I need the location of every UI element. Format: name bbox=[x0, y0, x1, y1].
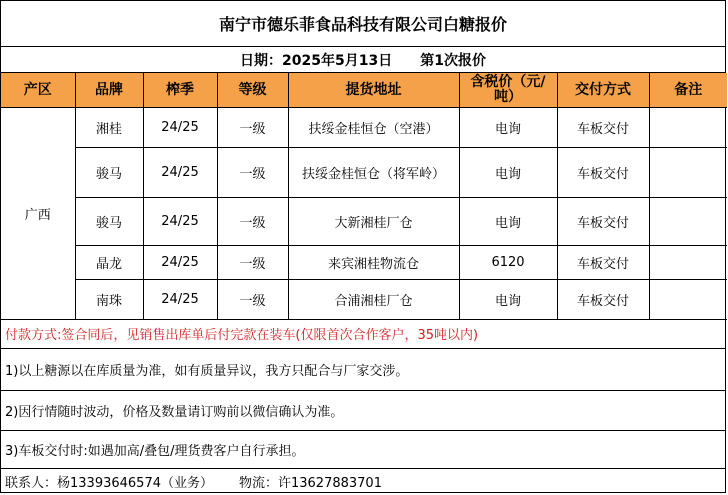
header-grade: 等级 bbox=[217, 73, 288, 108]
brand-cell: 晶龙 bbox=[75, 246, 143, 280]
date-line bbox=[1, 47, 725, 73]
grade-cell: 一级 bbox=[217, 148, 288, 198]
remark-cell bbox=[649, 198, 727, 246]
table-row bbox=[1, 280, 727, 320]
note-delivery: 3)车板交付时:如遇加高/叠包/理货费客户自行承担。 bbox=[1, 431, 725, 469]
quote-date: 日期：2025年5月13日 bbox=[240, 52, 393, 69]
season-cell: 24/25 bbox=[143, 280, 217, 320]
address-cell: 扶绥金桂恒仓（将军岭） bbox=[288, 148, 459, 198]
season-cell: 24/25 bbox=[143, 148, 217, 198]
grade-cell: 一级 bbox=[217, 246, 288, 280]
delivery-cell: 车板交付 bbox=[557, 198, 649, 246]
address-cell: 大新湘桂厂仓 bbox=[288, 198, 459, 246]
remark-cell bbox=[649, 148, 727, 198]
price-cell: 电询 bbox=[459, 280, 557, 320]
address-cell: 扶绥金桂恒仓（空港） bbox=[288, 108, 459, 148]
header-price: 含税价（元/吨） bbox=[459, 73, 557, 108]
delivery-cell: 车板交付 bbox=[557, 148, 649, 198]
season-cell: 24/25 bbox=[143, 198, 217, 246]
remark-cell bbox=[649, 280, 727, 320]
delivery-cell: 车板交付 bbox=[557, 108, 649, 148]
contact-sales: 联系人：杨13393646574（业务） bbox=[5, 476, 213, 491]
header-region: 产区 bbox=[1, 73, 75, 108]
price-table bbox=[1, 73, 727, 320]
address-cell: 合浦湘桂厂仓 bbox=[288, 280, 459, 320]
price-cell: 电询 bbox=[459, 148, 557, 198]
brand-cell: 骏马 bbox=[75, 198, 143, 246]
season-cell: 24/25 bbox=[143, 246, 217, 280]
brand-cell: 骏马 bbox=[75, 148, 143, 198]
sheet-title: 南宁市德乐菲食品科技有限公司白糖报价 bbox=[1, 1, 725, 47]
brand-cell: 湘桂 bbox=[75, 108, 143, 148]
region-cell: 广西 bbox=[1, 108, 75, 320]
payment-terms: 付款方式:签合同后，见销售出库单后付完款在装车(仅限首次合作客户，35吨以内) bbox=[1, 319, 725, 349]
header-remark: 备注 bbox=[649, 73, 727, 108]
table-row bbox=[1, 198, 727, 246]
price-cell: 电询 bbox=[459, 108, 557, 148]
price-cell: 6120 bbox=[459, 246, 557, 280]
table-header-row bbox=[1, 73, 727, 108]
delivery-cell: 车板交付 bbox=[557, 280, 649, 320]
contact-logistics: 物流：许13627883701 bbox=[238, 476, 382, 491]
header-address: 提货地址 bbox=[288, 73, 459, 108]
note-quality: 1)以上糖源以在库质量为准，如有质量异议，我方只配合与厂家交涉。 bbox=[1, 349, 725, 391]
delivery-cell: 车板交付 bbox=[557, 246, 649, 280]
grade-cell: 一级 bbox=[217, 198, 288, 246]
brand-cell: 南珠 bbox=[75, 280, 143, 320]
grade-cell: 一级 bbox=[217, 280, 288, 320]
table-row bbox=[1, 108, 727, 148]
remark-cell bbox=[649, 108, 727, 148]
season-cell: 24/25 bbox=[143, 108, 217, 148]
table-row bbox=[1, 246, 727, 280]
header-season: 榨季 bbox=[143, 73, 217, 108]
grade-cell: 一级 bbox=[217, 108, 288, 148]
table-row bbox=[1, 148, 727, 198]
header-delivery: 交付方式 bbox=[557, 73, 649, 108]
quote-batch: 第1次报价 bbox=[420, 52, 486, 69]
address-cell: 来宾湘桂物流仓 bbox=[288, 246, 459, 280]
header-brand: 品牌 bbox=[75, 73, 143, 108]
price-cell: 电询 bbox=[459, 198, 557, 246]
note-price: 2)因行情随时波动，价格及数量请订购前以微信确认为准。 bbox=[1, 391, 725, 431]
contact-line bbox=[1, 469, 725, 494]
remark-cell bbox=[649, 246, 727, 280]
